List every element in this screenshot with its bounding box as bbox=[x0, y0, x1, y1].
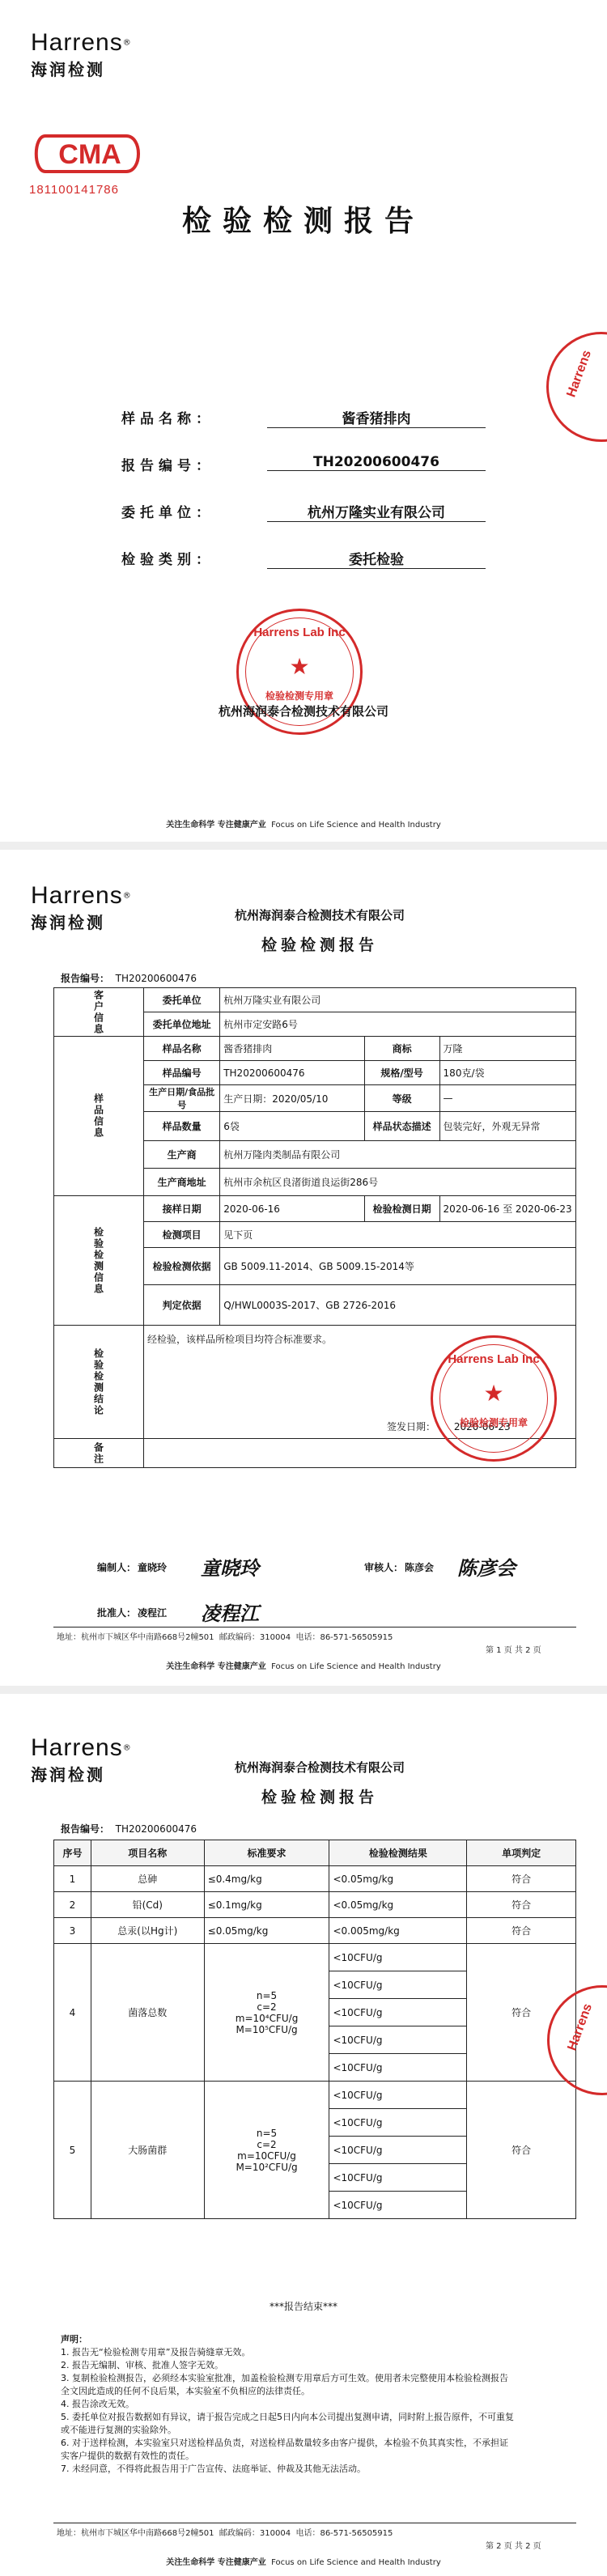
spec-label: 规格/型号 bbox=[364, 1061, 439, 1085]
sample-no-value: TH20200600476 bbox=[220, 1061, 364, 1085]
client-label: 委托单位 bbox=[144, 988, 220, 1012]
row-result: <0.005mg/kg bbox=[329, 1918, 467, 1944]
brand-name-cn: 海润检测 bbox=[31, 1765, 105, 1785]
editor-name: 童晓玲 bbox=[138, 1562, 168, 1573]
row-judge: 符合 bbox=[467, 1918, 576, 1944]
sample-state-value: 包装完好，外观无异常 bbox=[439, 1112, 575, 1141]
header-result: 检验检测结果 bbox=[329, 1840, 467, 1866]
judge-basis-value: Q/HWL0003S-2017、GB 2726-2016 bbox=[220, 1285, 576, 1326]
test-basis-label: 检验检测依据 bbox=[144, 1248, 220, 1285]
report-number-value: TH20200600476 bbox=[115, 1823, 197, 1835]
conclusion-text: 经检验，该样品所检项目均符合标准要求。 bbox=[147, 1334, 333, 1345]
row-result: <10CFU/g bbox=[329, 2054, 467, 2082]
row-result: <10CFU/g bbox=[329, 2109, 467, 2137]
test-type-value: 委托检验 bbox=[267, 548, 486, 569]
row-standard bbox=[204, 1944, 329, 2082]
row-item: 菌落总数 bbox=[91, 1944, 204, 2082]
cover-field-row bbox=[121, 494, 486, 541]
cma-text: CMA bbox=[58, 139, 121, 170]
test-items-value: 见下页 bbox=[220, 1222, 576, 1248]
std-line: c=2 bbox=[257, 2001, 277, 2013]
page-number: 第 1 页 共 2 页 bbox=[486, 1646, 541, 1655]
receive-date-label: 接样日期 bbox=[144, 1196, 220, 1222]
footer-rule bbox=[53, 1627, 576, 1628]
notice-item: 7. 未经同意，不得将此报告用于广告宣传、法庭举证、仲裁及其他无法活动。 bbox=[61, 2464, 366, 2474]
row-judge: 符合 bbox=[467, 1866, 576, 1892]
slogan-cn: 关注生命科学 专注健康产业 bbox=[166, 821, 266, 830]
level-label: 等级 bbox=[364, 1085, 439, 1112]
side-seal-stamp bbox=[546, 332, 607, 442]
row-standard: ≤0.1mg/kg bbox=[204, 1892, 329, 1918]
row-no: 5 bbox=[54, 2082, 91, 2219]
row-result: <0.05mg/kg bbox=[329, 1892, 467, 1918]
sign-date-label: 签发日期： bbox=[387, 1421, 436, 1432]
report-number-value: TH20200600476 bbox=[267, 454, 486, 471]
report-end-mark: ***报告结束*** bbox=[269, 2301, 337, 2312]
maker-label: 生产商 bbox=[144, 1141, 220, 1169]
footer-address-line bbox=[57, 1630, 393, 1642]
row-item: 总砷 bbox=[91, 1866, 204, 1892]
table-row bbox=[54, 1892, 576, 1918]
reviewer-label: 审核人： bbox=[364, 1562, 404, 1573]
brand-label: 商标 bbox=[364, 1037, 439, 1061]
signature-row-2 bbox=[97, 1598, 421, 1630]
sample-qty-label: 样品数量 bbox=[144, 1112, 220, 1141]
editor-label: 编制人： bbox=[97, 1562, 137, 1573]
row-result: <0.05mg/kg bbox=[329, 1866, 467, 1892]
sample-no-label: 样品编号 bbox=[144, 1061, 220, 1085]
test-type-label: 检验类别： bbox=[121, 552, 214, 568]
row-result: <10CFU/g bbox=[329, 2026, 467, 2054]
row-no: 1 bbox=[54, 1866, 91, 1892]
approver-name: 凌程江 bbox=[138, 1607, 168, 1619]
notice-item: 3. 复制检验检测报告，必须经本实验室批准，加盖检验检测专用章后方可生效。使用者未完整使用本检验检测报告全文因此造成的任何不良后果，本实验室不负相应的法律责任。 bbox=[61, 2373, 508, 2396]
signature-row-1 bbox=[97, 1552, 583, 1585]
brand-value: 万隆 bbox=[439, 1037, 575, 1061]
row-item: 铅(Cd) bbox=[91, 1892, 204, 1918]
table-row bbox=[54, 1944, 576, 1971]
reviewer-name: 陈彦会 bbox=[405, 1562, 435, 1573]
results-table bbox=[53, 1840, 576, 2219]
page-separator bbox=[0, 842, 607, 850]
seal-text-en: Harrens Lab Inc bbox=[253, 626, 346, 639]
maker-address-value: 杭州市余杭区良渚街道良运街286号 bbox=[220, 1169, 576, 1196]
report-title: 检验检测报告 bbox=[181, 205, 425, 238]
approver-signature: 凌程江 bbox=[201, 1602, 259, 1625]
cover-company: 杭州海润泰合检测技术有限公司 bbox=[218, 704, 388, 719]
brand-logo bbox=[31, 1734, 131, 1785]
brand-name-en: Harrens bbox=[31, 29, 123, 56]
header-standard: 标准要求 bbox=[204, 1840, 329, 1866]
cover-page bbox=[0, 0, 607, 842]
row-result: <10CFU/g bbox=[329, 2164, 467, 2192]
page-company: 杭州海润泰合检测技术有限公司 bbox=[234, 908, 405, 923]
test-items-label: 检测项目 bbox=[144, 1222, 220, 1248]
cma-logo bbox=[29, 129, 151, 197]
row-judge: 符合 bbox=[467, 1944, 576, 2082]
notice-item: 4. 报告涂改无效。 bbox=[61, 2399, 134, 2409]
seal-text-cn: 检验检测专用章 bbox=[459, 1417, 528, 1428]
row-result: <10CFU/g bbox=[329, 1999, 467, 2026]
maker-value: 杭州万隆肉类制品有限公司 bbox=[220, 1141, 576, 1169]
inspection-seal-stamp bbox=[431, 1335, 557, 1462]
brand-logo bbox=[31, 882, 131, 933]
header-judge: 单项判定 bbox=[467, 1840, 576, 1866]
slogan-en: Focus on Life Science and Health Industry bbox=[271, 2558, 441, 2567]
row-item: 总汞(以Hg计) bbox=[91, 1918, 204, 1944]
row-result: <10CFU/g bbox=[329, 2082, 467, 2109]
footer-phone: 电话：86-571-56505915 bbox=[295, 1633, 393, 1642]
std-line: M=10⁵CFU/g bbox=[236, 2023, 298, 2035]
slogan-en: Focus on Life Science and Health Industry bbox=[271, 821, 441, 830]
approver-label: 批准人： bbox=[97, 1607, 137, 1619]
row-item: 大肠菌群 bbox=[91, 2082, 204, 2219]
row-no: 2 bbox=[54, 1892, 91, 1918]
row-result: <10CFU/g bbox=[329, 2137, 467, 2164]
footer-address: 地址：杭州市下城区华中南路668号2幢501 bbox=[57, 1633, 214, 1642]
test-basis-value: GB 5009.11-2014、GB 5009.15-2014等 bbox=[220, 1248, 576, 1285]
footer-phone: 电话：86-571-56505915 bbox=[295, 2529, 393, 2538]
sample-name-value: 酱香猪排肉 bbox=[220, 1037, 364, 1061]
side-seal-text: Harrens bbox=[564, 348, 595, 400]
row-no: 4 bbox=[54, 1944, 91, 2082]
slogan-en: Focus on Life Science and Health Industry bbox=[271, 1662, 441, 1671]
receive-date-value: 2020-06-16 bbox=[220, 1196, 364, 1222]
sample-name-label: 样品名称 bbox=[144, 1037, 220, 1061]
cover-field-row bbox=[121, 448, 486, 494]
row-no: 3 bbox=[54, 1918, 91, 1944]
client-address-value: 杭州市定安路6号 bbox=[220, 1012, 576, 1037]
row-result: <10CFU/g bbox=[329, 1944, 467, 1971]
section-conclusion: 检验检测结论 bbox=[54, 1326, 144, 1439]
footer-postcode: 邮政编码：310004 bbox=[219, 1633, 291, 1642]
slogan-cn: 关注生命科学 专注健康产业 bbox=[166, 2558, 266, 2567]
std-line: n=5 bbox=[256, 2127, 278, 2139]
cma-mark-icon bbox=[29, 129, 151, 178]
client-address-label: 委托单位地址 bbox=[144, 1012, 220, 1037]
notice-item: 1. 报告无“检验检测专用章”及报告骑缝章无效。 bbox=[61, 2347, 251, 2357]
row-result: <10CFU/g bbox=[329, 2192, 467, 2219]
row-standard: ≤0.05mg/kg bbox=[204, 1918, 329, 1944]
page-slogan bbox=[0, 1659, 607, 1671]
seal-star-icon: ★ bbox=[483, 1380, 504, 1407]
brand-reg-mark: ® bbox=[122, 38, 131, 48]
spec-value: 180克/袋 bbox=[439, 1061, 575, 1085]
footer-address-line bbox=[57, 2526, 393, 2538]
client-value: 杭州万隆实业有限公司 bbox=[267, 501, 486, 522]
cma-number: 181100141786 bbox=[29, 183, 119, 197]
std-line: m=10⁴CFU/g bbox=[235, 2012, 299, 2024]
footer-postcode: 邮政编码：310004 bbox=[219, 2529, 291, 2538]
page-company: 杭州海润泰合检测技术有限公司 bbox=[234, 1760, 405, 1775]
brand-name-cn: 海润检测 bbox=[31, 913, 105, 932]
production-date-value: 生产日期：2020/05/10 bbox=[220, 1085, 364, 1112]
judge-basis-label: 判定依据 bbox=[144, 1285, 220, 1326]
row-standard bbox=[204, 2082, 329, 2219]
section-client: 客户信息 bbox=[54, 988, 144, 1037]
maker-address-label: 生产商地址 bbox=[144, 1169, 220, 1196]
row-result: <10CFU/g bbox=[329, 1971, 467, 1999]
header-item: 项目名称 bbox=[91, 1840, 204, 1866]
notice-item: 2. 报告无编制、审核、批准人签字无效。 bbox=[61, 2360, 223, 2370]
brand-name-cn: 海润检测 bbox=[31, 60, 105, 79]
sign-date-value: 2020-06-23 bbox=[453, 1421, 511, 1432]
sample-name-value: 酱香猪排肉 bbox=[267, 407, 486, 428]
sample-qty-value: 6袋 bbox=[220, 1112, 364, 1141]
footer-address: 地址：杭州市下城区华中南路668号2幢501 bbox=[57, 2529, 214, 2538]
editor-signature: 童晓玲 bbox=[201, 1556, 259, 1580]
brand-reg-mark: ® bbox=[122, 1743, 131, 1753]
header-no: 序号 bbox=[54, 1840, 91, 1866]
slogan-cn: 关注生命科学 专注健康产业 bbox=[166, 1662, 266, 1671]
row-judge: 符合 bbox=[467, 2082, 576, 2219]
report-number-label: 报告编号： bbox=[61, 973, 110, 984]
row-standard: ≤0.4mg/kg bbox=[204, 1866, 329, 1892]
section-remark: 备注 bbox=[54, 1439, 144, 1468]
cover-field-row bbox=[121, 401, 486, 448]
cover-fields bbox=[121, 401, 486, 588]
seal-text-en: Harrens Lab Inc bbox=[448, 1352, 540, 1366]
reviewer-signature: 陈彦会 bbox=[457, 1556, 516, 1580]
side-seal-text: Harrens bbox=[565, 2001, 596, 2053]
notice-item: 5. 委托单位对报告数据如有异议，请于报告完成之日起5日内向本公司提出复测申请，同时附上报告原件，不可重复或不能进行复测的实验除外。 bbox=[61, 2412, 514, 2435]
report-page-1 bbox=[0, 850, 607, 1686]
page-title: 检验检测报告 bbox=[261, 936, 378, 954]
report-number-label: 报告编号： bbox=[121, 458, 214, 474]
cover-field-row bbox=[121, 541, 486, 588]
row-judge: 符合 bbox=[467, 1892, 576, 1918]
level-value: — bbox=[439, 1085, 575, 1112]
notice-item: 6. 对于送样检测，本实验室只对送检样品负责，对送检样品数量较多由客户提供，本检验不负其真实性，不承担证实客户提供的数据有效性的责任。 bbox=[61, 2438, 508, 2461]
brand-reg-mark: ® bbox=[122, 891, 131, 901]
std-line: m=10CFU/g bbox=[237, 2149, 296, 2162]
sample-name-label: 样品名称： bbox=[121, 411, 214, 427]
std-line: M=10²CFU/g bbox=[236, 2161, 298, 2173]
seal-text-cn: 检验检测专用章 bbox=[265, 690, 333, 702]
table-row bbox=[54, 2082, 576, 2109]
test-period-value: 2020-06-16 至 2020-06-23 bbox=[439, 1196, 575, 1222]
std-line: c=2 bbox=[257, 2138, 277, 2150]
report-number-line bbox=[61, 1822, 197, 1835]
report-number-line bbox=[61, 971, 197, 985]
notice-title: 声明： bbox=[61, 2334, 87, 2345]
brand-logo bbox=[31, 29, 131, 80]
page-number: 第 2 页 共 2 页 bbox=[486, 2542, 541, 2551]
production-date-label: 生产日期/食品批号 bbox=[144, 1085, 220, 1112]
notice-block bbox=[61, 2333, 514, 2476]
section-test: 检验检测信息 bbox=[54, 1196, 144, 1326]
table-row bbox=[54, 1866, 576, 1892]
report-number-value: TH20200600476 bbox=[115, 973, 197, 984]
brand-name-en: Harrens bbox=[31, 882, 123, 909]
brand-name-en: Harrens bbox=[31, 1734, 123, 1761]
test-period-label: 检验检测日期 bbox=[364, 1196, 439, 1222]
results-header-row bbox=[54, 1840, 576, 1866]
std-line: n=5 bbox=[256, 1989, 278, 2001]
section-sample: 样品信息 bbox=[54, 1037, 144, 1196]
report-number-label: 报告编号： bbox=[61, 1823, 110, 1835]
client-label: 委托单位： bbox=[121, 505, 214, 521]
sample-state-label: 样品状态描述 bbox=[364, 1112, 439, 1141]
page-slogan bbox=[0, 2555, 607, 2567]
report-page-2 bbox=[0, 1694, 607, 2576]
cover-slogan bbox=[0, 817, 607, 830]
page-separator bbox=[0, 1686, 607, 1694]
seal-star-icon: ★ bbox=[289, 653, 310, 680]
page-title: 检验检测报告 bbox=[261, 1789, 378, 1806]
table-row bbox=[54, 1918, 576, 1944]
client-value: 杭州万隆实业有限公司 bbox=[220, 988, 576, 1012]
